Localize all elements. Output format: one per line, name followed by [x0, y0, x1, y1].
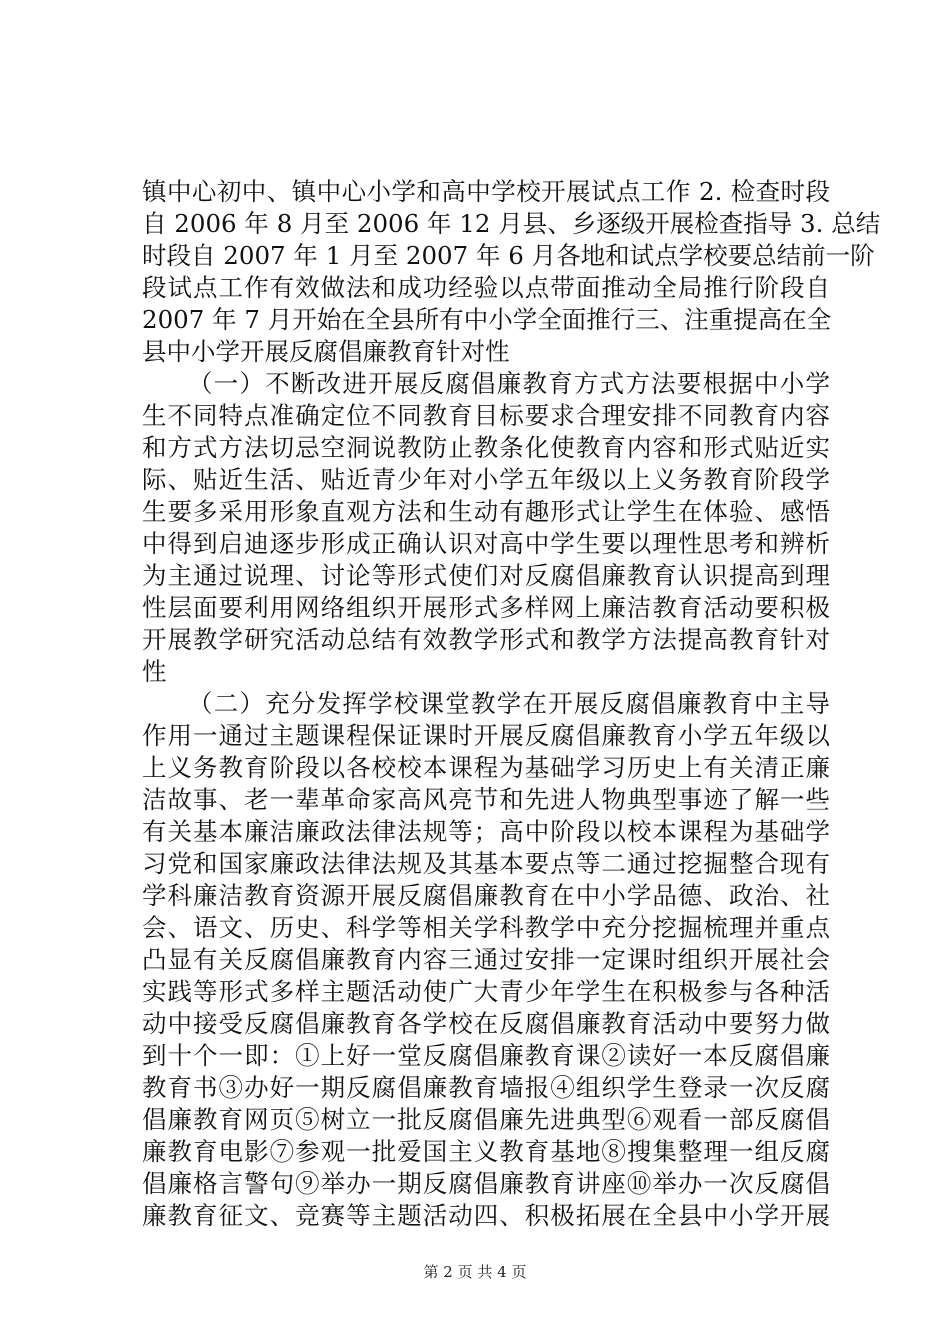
text-line: 为主通过说理、讨论等形式使们对反腐倡廉教育认识提高到理: [142, 561, 830, 590]
text-line: 倡廉格言警句⑨举办一期反腐倡廉教育讲座⑩举办一次反腐倡: [142, 1169, 830, 1198]
text-line: 和方式方法切忌空洞说教防止教条化使教育内容和形式贴近实: [142, 433, 830, 462]
text-line: （二）充分发挥学校课堂教学在开展反腐倡廉教育中主导: [188, 689, 830, 718]
paragraph-3: [142, 688, 830, 1232]
text-line: 时段自 2007 年 1 月至 2007 年 6 月各地和试点学校要总结前一阶: [142, 241, 875, 270]
text-line: 中得到启迪逐步形成正确认识对高中学生要以理性思考和辨析: [142, 529, 830, 558]
text-line: 上义务教育阶段以各校校本课程为基础学习历史上有关清正廉: [142, 753, 830, 782]
text-line: 开展教学研究活动总结有效教学形式和教学方法提高教育针对: [142, 625, 830, 654]
text-line: 际、贴近生活、贴近青少年对小学五年级以上义务教育阶段学: [142, 465, 830, 494]
text-line: 凸显有关反腐倡廉教育内容三通过安排一定课时组织开展社会: [142, 945, 830, 974]
text-line: 学科廉洁教育资源开展反腐倡廉教育在中小学品德、政治、社: [142, 881, 830, 910]
text-line: 2007 年 7 月开始在全县所有中小学全面推行三、注重提高在全: [142, 305, 832, 334]
text-line: 镇中心初中、镇中心小学和高中学校开展试点工作 2. 检查时段: [142, 177, 830, 206]
page-footer: 第 2 页 共 4 页: [423, 1263, 527, 1281]
text-line: 教育书③办好一期反腐倡廉教育墙报④组织学生登录一次反腐: [142, 1073, 830, 1102]
text-line: 倡廉教育网页⑤树立一批反腐倡廉先进典型⑥观看一部反腐倡: [142, 1105, 830, 1134]
text-line: 实践等形式多样主题活动使广大青少年学生在积极参与各种活: [142, 977, 830, 1006]
text-line: 性层面要利用网络组织开展形式多样网上廉洁教育活动要积极: [142, 593, 830, 622]
paragraph-2: [142, 368, 830, 688]
body-text: [142, 176, 881, 1232]
text-line: 有关基本廉洁廉政法律法规等；高中阶段以校本课程为基础学: [142, 817, 830, 846]
text-line: 习党和国家廉政法律法规及其基本要点等二通过挖掘整合现有: [142, 849, 830, 878]
text-line: 生不同特点准确定位不同教育目标要求合理安排不同教育内容: [142, 401, 830, 430]
text-line: 会、语文、历史、科学等相关学科教学中充分挖掘梳理并重点: [142, 913, 830, 942]
text-line: 动中接受反腐倡廉教育各学校在反腐倡廉教育活动中要努力做: [142, 1009, 830, 1038]
text-line: 县中小学开展反腐倡廉教育针对性: [142, 337, 510, 366]
text-line: 洁故事、老一辈革命家高风亮节和先进人物典型事迹了解一些: [142, 785, 830, 814]
text-line: 廉教育征文、竞赛等主题活动四、积极拓展在全县中小学开展: [142, 1201, 830, 1230]
text-line: 到十个一即：①上好一堂反腐倡廉教育课②读好一本反腐倡廉: [142, 1041, 830, 1070]
text-line: 段试点工作有效做法和成功经验以点带面推动全局推行阶段自: [142, 273, 830, 302]
paragraph-1: [142, 176, 881, 368]
text-line: 作用一通过主题课程保证课时开展反腐倡廉教育小学五年级以: [142, 721, 830, 750]
text-line: 自 2006 年 8 月至 2006 年 12 月县、乡逐级开展检查指导 3. 总结: [142, 209, 881, 238]
text-line: 廉教育电影⑦参观一批爱国主义教育基地⑧搜集整理一组反腐: [142, 1137, 830, 1166]
text-line: 性: [142, 657, 167, 686]
text-line: 生要多采用形象直观方法和生动有趣形式让学生在体验、感悟: [142, 497, 830, 526]
text-line: （一）不断改进开展反腐倡廉教育方式方法要根据中小学: [188, 369, 830, 398]
